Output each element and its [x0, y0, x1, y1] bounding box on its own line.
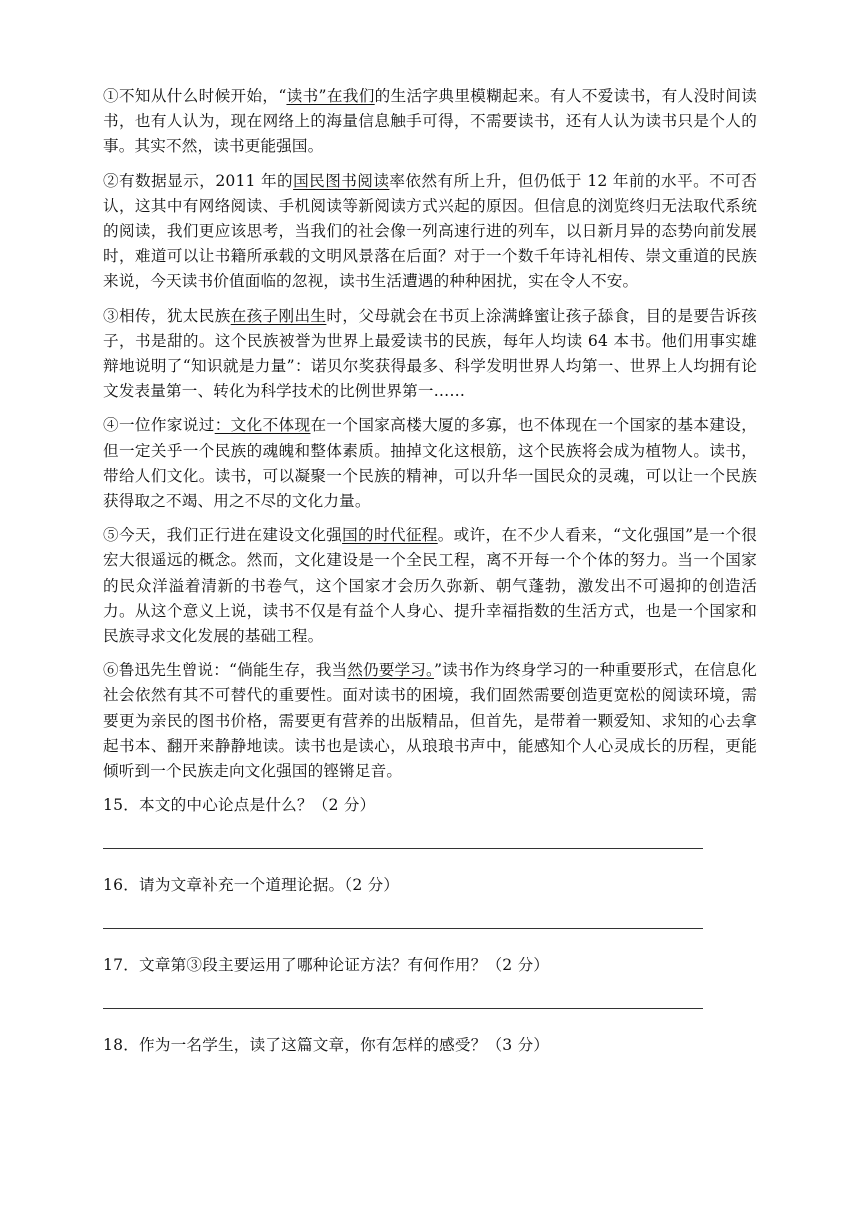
underlined-text: 然仍要学习。	[347, 661, 434, 680]
paragraph-text: 在一个国家高楼大厦的多寡，也不体现在一个国家的基本建设，但一定关乎一个民族的魂魄和整体素质。抽掉文化这根筋，这个民族将会成为植物人。读书，带给人们文化。读书，可以凝聚一个民族的精神，可以升华一国民众的灵魂，可以让一个民族获得取之不竭、用之不尽的文化力量。	[103, 416, 758, 511]
question-18: 18．作为一名学生，读了这篇文章，你有怎样的感受？（3 分）	[103, 1036, 550, 1055]
answer-line-16[interactable]	[103, 928, 703, 929]
underlined-text: 国民图书阅读	[293, 171, 390, 190]
paragraph-6	[103, 658, 757, 784]
paragraph-text: 率依然有所上升，但仍低于 12 年前的水平。不可否认，这其中有网络阅读、手机阅读等新阅读方式兴起的原因。但信息的浏览终归无法取代系统的阅读，我们更应该思考，当我们的社会像一列高速行进的列车，以日新月异的态势向前发展时，难道可以让书籍所承载的文明风景落在后面？对于一个数千年诗礼相传、崇文重道的民族来说，今天读书价值面临的忽视，读书生活遭遇的种种困扰，实在令人不安。	[103, 171, 757, 291]
paragraph-text: 。或许，在不少人看来，“文化强国”是一个很宏大很遥远的概念。然而，文化建设是一个全民工程，离不开每一个个体的努力。当一个国家的民众洋溢着清新的书卷气，这个国家才会历久弥新、朝气蓬勃，激发出不可遏抑的创造活力。从这个意义上说，读书不仅是有益个人身心、提升幸福指数的生活方式，也是一个国家和民族寻求文化发展的基础工程。	[103, 526, 757, 646]
underlined-text: 在孩子刚出生	[230, 306, 327, 325]
paragraph-3	[103, 304, 757, 405]
paragraph-text: ②有数据显示，2011 年的	[103, 171, 294, 190]
question-17: 17．文章第③段主要运用了哪种论证方法？有何作用？（2 分）	[103, 956, 550, 975]
paragraph-4	[103, 413, 757, 514]
underlined-text: ：文化不体现	[214, 416, 311, 435]
paragraph-text: ⑥鲁迅先生曾说：“倘能生存，我当	[103, 661, 348, 680]
underlined-text: 国的时代征程	[342, 526, 438, 545]
paragraph-text: ⑤今天，我们正行进在建设文化强	[103, 526, 343, 545]
answer-line-15[interactable]	[103, 848, 703, 849]
paragraph-text: 时，父母就会在书页上涂满蜂蜜让孩子舔食，目的是要告诉孩子，书是甜的。这个民族被誉为世界上最爱读书的民族，每年人均读 64 本书。他们用事实雄辩地说明了“知识就是力量”：诺贝尔奖获得最多、科学发明世界人均第一、世界上人均拥有论文发表量第一、转化为科学技术的比例世界第一……	[103, 306, 758, 401]
paragraph-text: ”读书作为终身学习的一种重要形式，在信息化社会依然有其不可替代的重要性。面对读书的困境，我们固然需要创造更宽松的阅读环境，需要更为亲民的图书价格，需要更有营养的出版精品，但首先，是带着一颗爱知、求知的心去拿起书本、翻开来静静地读。读书也是读心，从琅琅书声中，能感知个人心灵成长的历程，更能倾听到一个民族走向文化强国的铿锵足音。	[103, 661, 757, 781]
question-15: 15．本文的中心论点是什么？（2 分）	[103, 796, 376, 815]
paragraph-5	[103, 523, 757, 649]
paragraph-text: ①不知从什么时候开始，“	[103, 87, 287, 105]
paragraph-text: ③相传，犹太民族	[103, 306, 231, 325]
paragraph-2	[103, 169, 757, 295]
paragraph-text: 的生活字典里模糊起来。有人不爱读书，有人没时间读书，也有人认为，现在网络上的海量信息触手可得，不需要读书，还有人认为读书只是个人的事。其实不然，读书更能强国。	[103, 87, 758, 156]
answer-line-17[interactable]	[103, 1008, 703, 1009]
paragraph-text: ④一位作家说过	[103, 416, 215, 435]
document-page	[103, 84, 757, 1058]
paragraph-1	[103, 84, 757, 160]
question-16: 16．请为文章补充一个道理论据。（2 分）	[103, 876, 400, 895]
underlined-text: 读书”在我们	[286, 87, 375, 105]
